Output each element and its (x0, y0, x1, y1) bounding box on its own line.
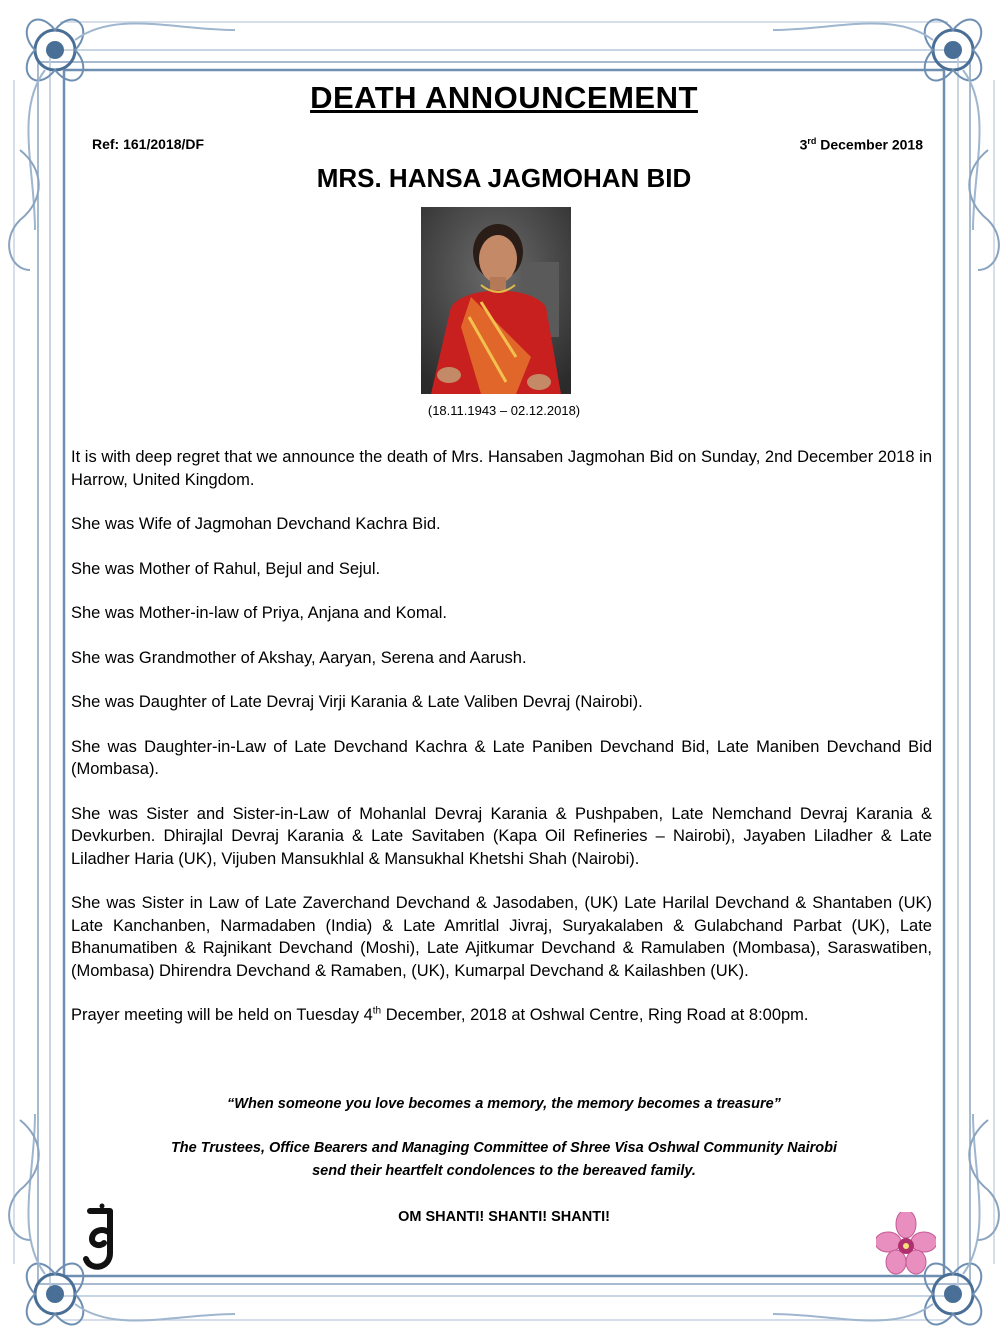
deceased-name: MRS. HANSA JAGMOHAN BID (316, 163, 692, 193)
memorial-quote: “When someone you love becomes a memory, the memory becomes a treasure” (227, 1096, 781, 1112)
paragraph-intro: It is with deep regret that we announce the death of Mrs. Hansaben Jagmohan Bid on Sunday, 2nd December 2018 in Harrow, United Kingdom. (71, 448, 932, 489)
paragraph-sister-in-law: She was Sister in Law of Late Zaverchand Devchand & Jasodaben, (UK) Late Harilal Devchand & Shantaben (UK) Late Kanchanben, Narmadaben (India) & Late Amritlal Jivraj, Suryakalaben & Gulabchand Parbat (UK), Late Bhanumatiben & Rajnikant Devchand (Moshi), Late Ajitkumar Devchand & Ramulaben (Mombasa), Saraswatiben,(Mombasa) Dhirendra Devchand & Ramaben, (UK), Kumarpal Devchand & Kailashben (UK). (71, 894, 932, 980)
announcement-date: 3rd December 2018 (799, 136, 923, 153)
announcement-body (71, 446, 932, 1049)
orchid-flower-icon (876, 1212, 936, 1276)
om-jain-symbol-icon (80, 1203, 120, 1275)
lifespan-dates: (18.11.1943 – 02.12.2018) (427, 403, 581, 418)
page-title: DEATH ANNOUNCEMENT (310, 80, 698, 115)
paragraph-mother-in-law: She was Mother-in-law of Priya, Anjana and Komal. (71, 604, 448, 622)
paragraph-grandmother: She was Grandmother of Akshay, Aaryan, Serena and Aarush. (71, 648, 527, 667)
condolence-message (0, 1137, 1008, 1183)
paragraph-sister: She was Sister and Sister-in-Law of Mohanlal Devraj Karania & Pushpaben, Late Nemchand Devraj Karania & Devkurben. Dhirajlal Devraj Karania & Late Savitaben (Kapa Oil Refineries – Nairobi), Jayaben Liladher & Late Liladher Haria (UK), Vijuben Mansukhlal & Mansukhal Khetshi Shah (Nairobi). (71, 804, 932, 868)
reference-number: Ref: 161/2018/DF (92, 136, 205, 152)
paragraph-daughter-in-law: She was Daughter-in-Law of Late Devchand Kachra & Late Paniben Devchand Bid, Late Maniben Devchand Bid (Mombasa). (71, 737, 932, 778)
paragraph-daughter: She was Daughter of Late Devraj Virji Karania & Late Valiben Devraj (Nairobi). (71, 693, 643, 711)
om-shanti: OM SHANTI! SHANTI! SHANTI! (398, 1209, 610, 1225)
portrait-photo (421, 207, 571, 394)
paragraph-mother: She was Mother of Rahul, Bejul and Sejul. (71, 559, 381, 578)
condolence-line-1: The Trustees, Office Bearers and Managing Committee of Shree Visa Oshwal Community Nairobi (170, 1140, 838, 1156)
condolence-line-2: send their heartfelt condolences to the bereaved family. (312, 1163, 696, 1179)
paragraph-prayer-meeting: Prayer meeting will be held on Tuesday 4th December, 2018 at Oshwal Centre, Ring Road at 8:00pm. (71, 1005, 809, 1024)
paragraph-wife: She was Wife of Jagmohan Devchand Kachra Bid. (71, 515, 441, 533)
